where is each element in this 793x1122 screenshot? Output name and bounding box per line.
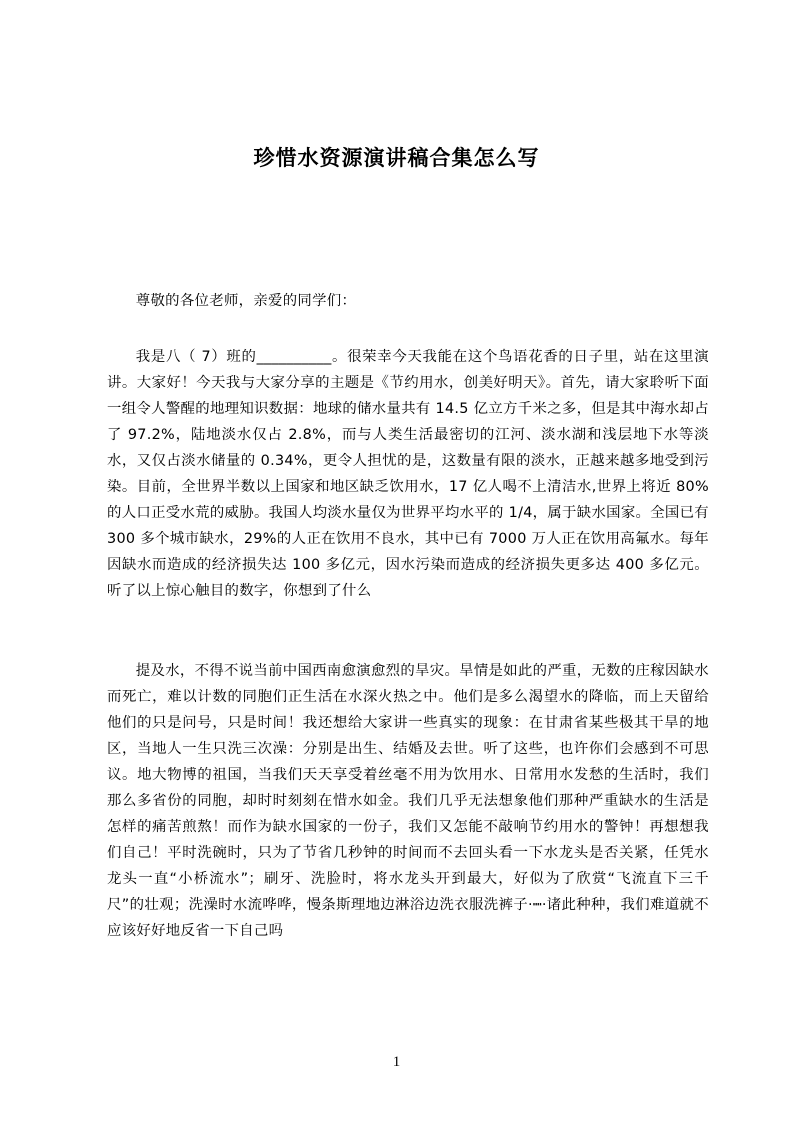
paragraph-greeting: 尊敬的各位老师，亲爱的同学们： <box>135 293 357 309</box>
paragraph-drought: 提及水，不得不说当前中国西南愈演愈烈的旱灾。旱情是如此的严重，无数的庄稼因缺水而死亡，难以计数的同胞们正生活在水深火热之中。他们是多么渴望水的降临，而上天留给他们的只是问号，只是时间！我还想给大家讲一些真实的现象：在甘肃省某些极其干旱的地区，当地人一生只洗三次澡：分别是出生、结婚及去世。听了这些，也许你们会感到不可思议。地大物博的祖国，当我们天天享受着丝毫不用为饮用水、日常用水发愁的生活时，我们那么多省份的同胞，却时时刻刻在惜水如金。我们几乎无法想象他们那种严重缺水的生活是怎样的痛苦煎熬！而作为缺水国家的一份子，我们又怎能不敲响节约用水的警钟！再想想我们自己！平时洗碗时，只为了节省几秒钟的时间而不去回头看一下水龙头是否关紧，任凭水龙头一直“小桥流水”；刷牙、洗脸时，将水龙头开到最大，好似为了欣赏“飞流直下三千尺”的壮观；洗澡时水流哗哗，慢条斯理地边淋浴边洗衣服洗裤子·┉·诸此种种，我们难道就不应该好好地反省一下自己吗 <box>107 663 709 939</box>
page-number: 1 <box>392 1054 401 1070</box>
paragraph-introduction: 我是八（ 7）班的__________。很荣幸今天我能在这个鸟语花香的日子里，站在这里演讲。大家好！今天我与大家分享的主题是《节约用水，创美好明天》。首先，请大家聆听下面一组令人警醒的地理知识数据：地球的储水量共有 14.5 亿立方千米之多，但是其中海水却占了 97.2%，陆地淡水仅占 2.8%，而与人类生活最密切的江河、淡水湖和浅层地下水等淡水，又仅占淡水储量的 0.34%，更令人担忧的是，这数量有限的淡水，正越来越多地受到污染。目前，全世界半数以上国家和地区缺乏饮用水，17 亿人喝不上清洁水,世界上将近 80%的人口正受水荒的威胁。我国人均淡水量仅为世界平均水平的 1/4，属于缺水国家。全国已有 300 多个城市缺水，29%的人正在饮用不良水，其中已有 7000 万人正在饮用高氟水。每年因缺水而造成的经济损失达 100 多亿元，因水污染而造成的经济损失更多达 400 多亿元。听了以上惊心触目的数字，你想到了什么 <box>107 349 709 599</box>
document-title: 珍惜水资源演讲稿合集怎么写 <box>253 146 540 170</box>
